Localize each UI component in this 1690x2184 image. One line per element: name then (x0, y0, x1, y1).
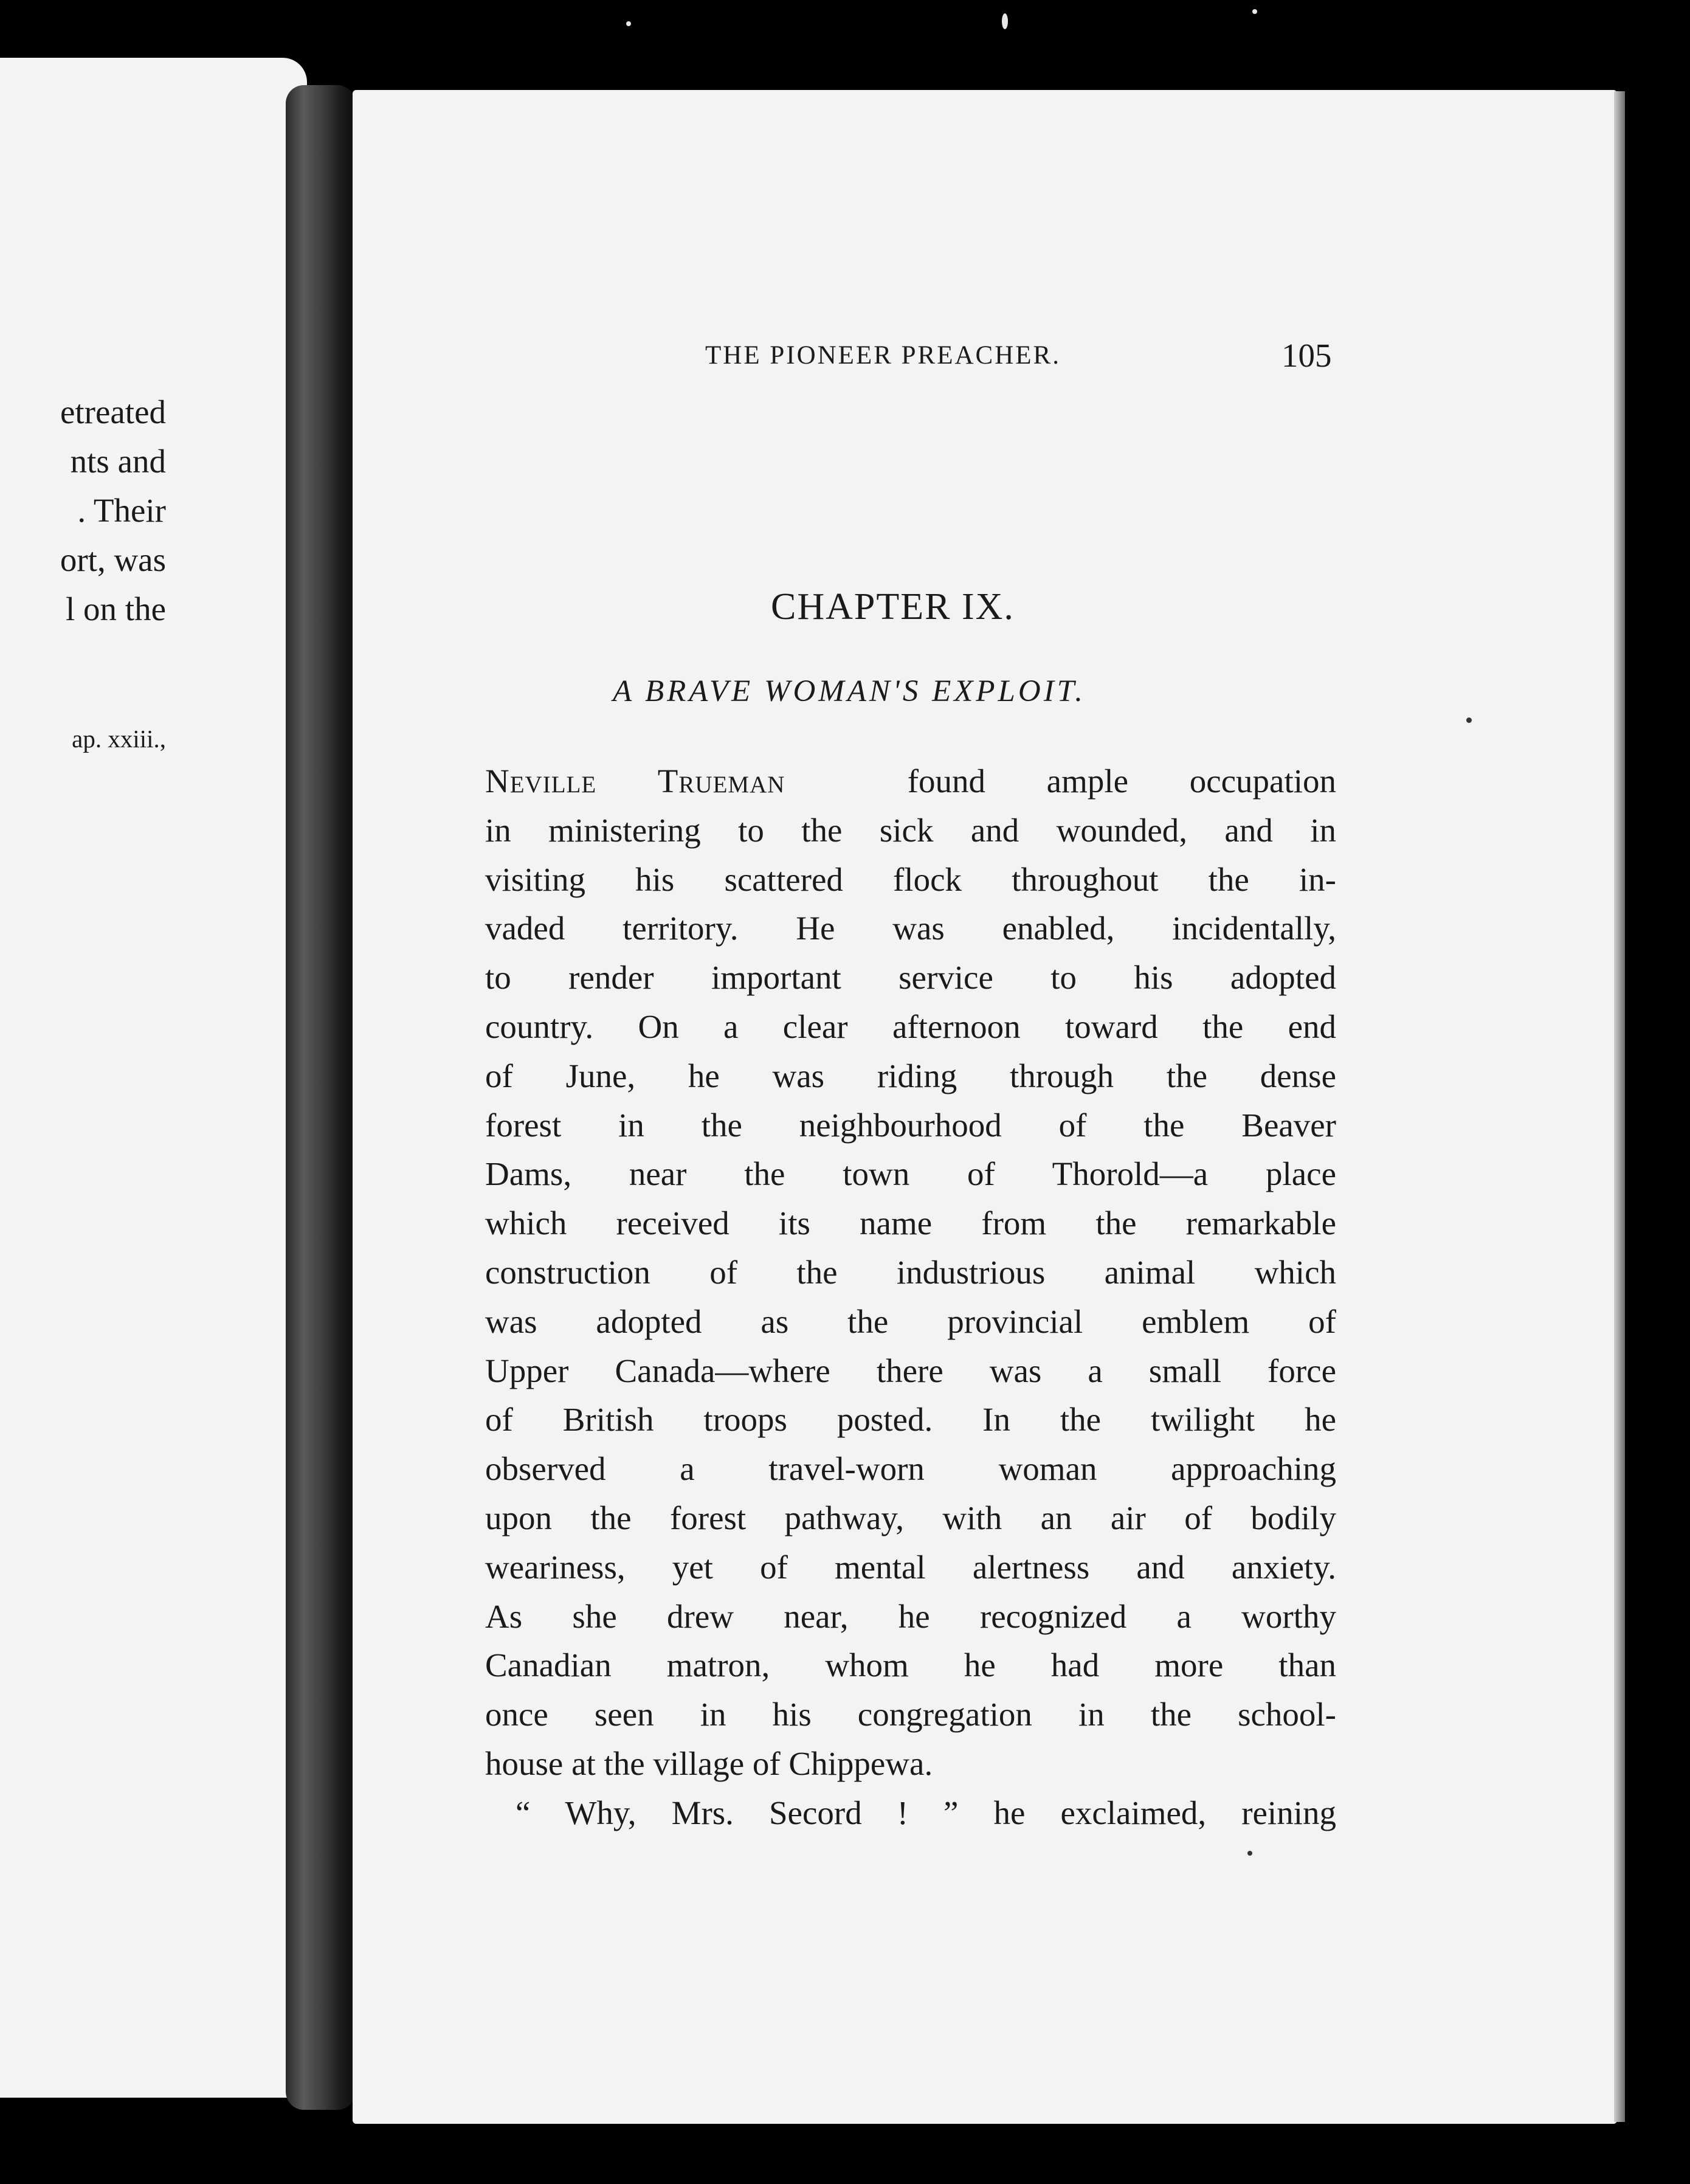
body-line: which received its name from the remarkable (485, 1204, 1336, 1242)
body-line: of June, he was riding through the dense (485, 1057, 1336, 1094)
scan-speck (1247, 1851, 1252, 1856)
body-line: observed a travel-worn woman approaching (485, 1450, 1336, 1488)
scan-speck (1466, 717, 1472, 723)
body-line: once seen in his congregation in the school- (485, 1696, 1336, 1733)
lead-words: Neville Trueman (485, 762, 785, 800)
body-line: Upper Canada—where there was a small force (485, 1352, 1336, 1389)
page-edge (1614, 91, 1625, 2122)
body-text (485, 757, 1336, 1838)
left-page-line: nts and (70, 443, 166, 480)
left-page-line: l on the (66, 590, 166, 627)
left-page (0, 58, 307, 2098)
body-line: Neville Trueman found ample occupation (485, 762, 1337, 800)
book-gutter (286, 85, 356, 2110)
left-page-line: . Their (77, 492, 166, 529)
body-line: vaded territory. He was enabled, incidentally, (485, 910, 1336, 947)
left-page-footnote: ap. xxiii., (72, 725, 166, 753)
running-head: THE PIONEER PREACHER. (705, 341, 1061, 370)
body-line: to render important service to his adopted (485, 959, 1336, 997)
scan-speck (1252, 9, 1257, 14)
left-page-line: etreated (60, 393, 166, 430)
body-line: As she drew near, he recognized a worthy (485, 1597, 1336, 1635)
body-line: construction of the industrious animal which (485, 1253, 1336, 1291)
page-number: 105 (1281, 337, 1332, 374)
chapter-title: CHAPTER IX. (771, 586, 1015, 627)
body-line: “ Why, Mrs. Secord ! ” he exclaimed, reining (516, 1794, 1336, 1831)
body-line: upon the forest pathway, with an air of bodily (485, 1499, 1336, 1536)
body-line: house at the village of Chippewa. (485, 1744, 933, 1782)
left-page-line: ort, was (60, 541, 166, 578)
scan-speck (1002, 13, 1008, 29)
body-line: of British troops posted. In the twilight he (485, 1401, 1336, 1439)
body-line: Dams, near the town of Thorold—a place (485, 1155, 1336, 1193)
body-line: country. On a clear afternoon toward the end (485, 1007, 1336, 1045)
body-line: visiting his scattered flock throughout the in- (485, 860, 1336, 898)
body-line: weariness, yet of mental alertness and anxiety. (485, 1548, 1336, 1586)
body-line: forest in the neighbourhood of the Beaver (485, 1106, 1336, 1144)
scan-speck (626, 21, 631, 26)
chapter-subtitle: A BRAVE WOMAN'S EXPLOIT. (613, 674, 1086, 708)
body-line: Canadian matron, whom he had more than (485, 1647, 1336, 1684)
body-line: was adopted as the provincial emblem of (485, 1302, 1336, 1340)
body-line: in ministering to the sick and wounded, and in (485, 811, 1336, 849)
